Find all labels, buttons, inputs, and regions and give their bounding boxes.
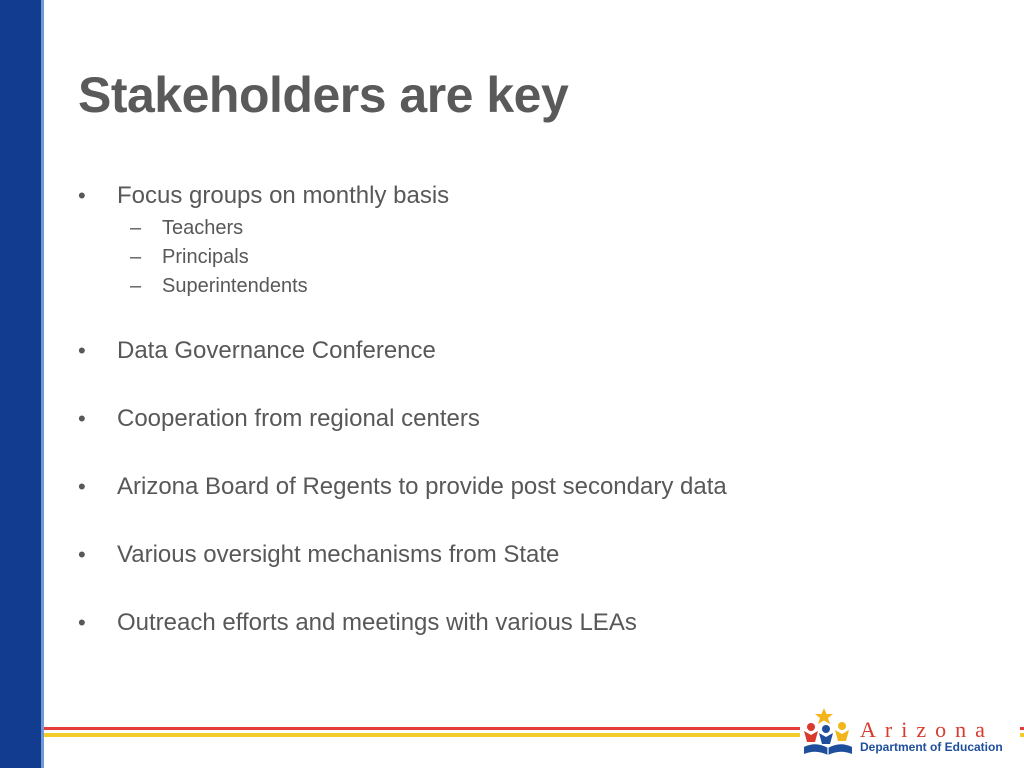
left-accent-bar <box>0 0 44 768</box>
bullet-marker: • <box>78 610 86 635</box>
logo-subtitle: Department of Education <box>860 740 1003 754</box>
children-book-logo-icon <box>802 707 860 759</box>
dash-marker: – <box>130 246 142 268</box>
dash-marker: – <box>130 275 142 297</box>
bullet-text: Cooperation from regional centers <box>117 405 480 432</box>
bullet-item <box>78 337 978 365</box>
bullet-item <box>78 609 978 637</box>
slide-title: Stakeholders are key <box>78 67 569 123</box>
bullet-text: Arizona Board of Regents to provide post secondary data <box>117 473 727 500</box>
bullet-item <box>78 473 978 501</box>
dash-marker: – <box>130 217 142 239</box>
bullet-item <box>78 541 978 569</box>
bullet-text: Data Governance Conference <box>117 337 436 364</box>
bullet-text: Various oversight mechanisms from State <box>117 541 560 568</box>
bullet-item <box>78 182 978 301</box>
sub-bullet-item <box>117 243 978 272</box>
sub-bullet-list <box>117 214 978 301</box>
bullet-marker: • <box>78 183 86 208</box>
sub-bullet-text: Superintendents <box>162 275 308 297</box>
sub-bullet-item <box>117 272 978 301</box>
bullet-marker: • <box>78 542 86 567</box>
bullet-item <box>78 405 978 433</box>
arizona-ade-logo <box>800 705 1020 763</box>
sub-bullet-item <box>117 214 978 243</box>
sub-bullet-text: Principals <box>162 246 249 268</box>
logo-wordmark: Arizona <box>860 717 994 742</box>
bullet-text: Focus groups on monthly basis <box>117 182 450 209</box>
bullet-text: Outreach efforts and meetings with various LEAs <box>117 609 637 636</box>
bullet-marker: • <box>78 406 86 431</box>
bullet-marker: • <box>78 474 86 499</box>
bullet-marker: • <box>78 338 86 363</box>
sub-bullet-text: Teachers <box>162 217 244 239</box>
bullet-list <box>78 182 978 637</box>
